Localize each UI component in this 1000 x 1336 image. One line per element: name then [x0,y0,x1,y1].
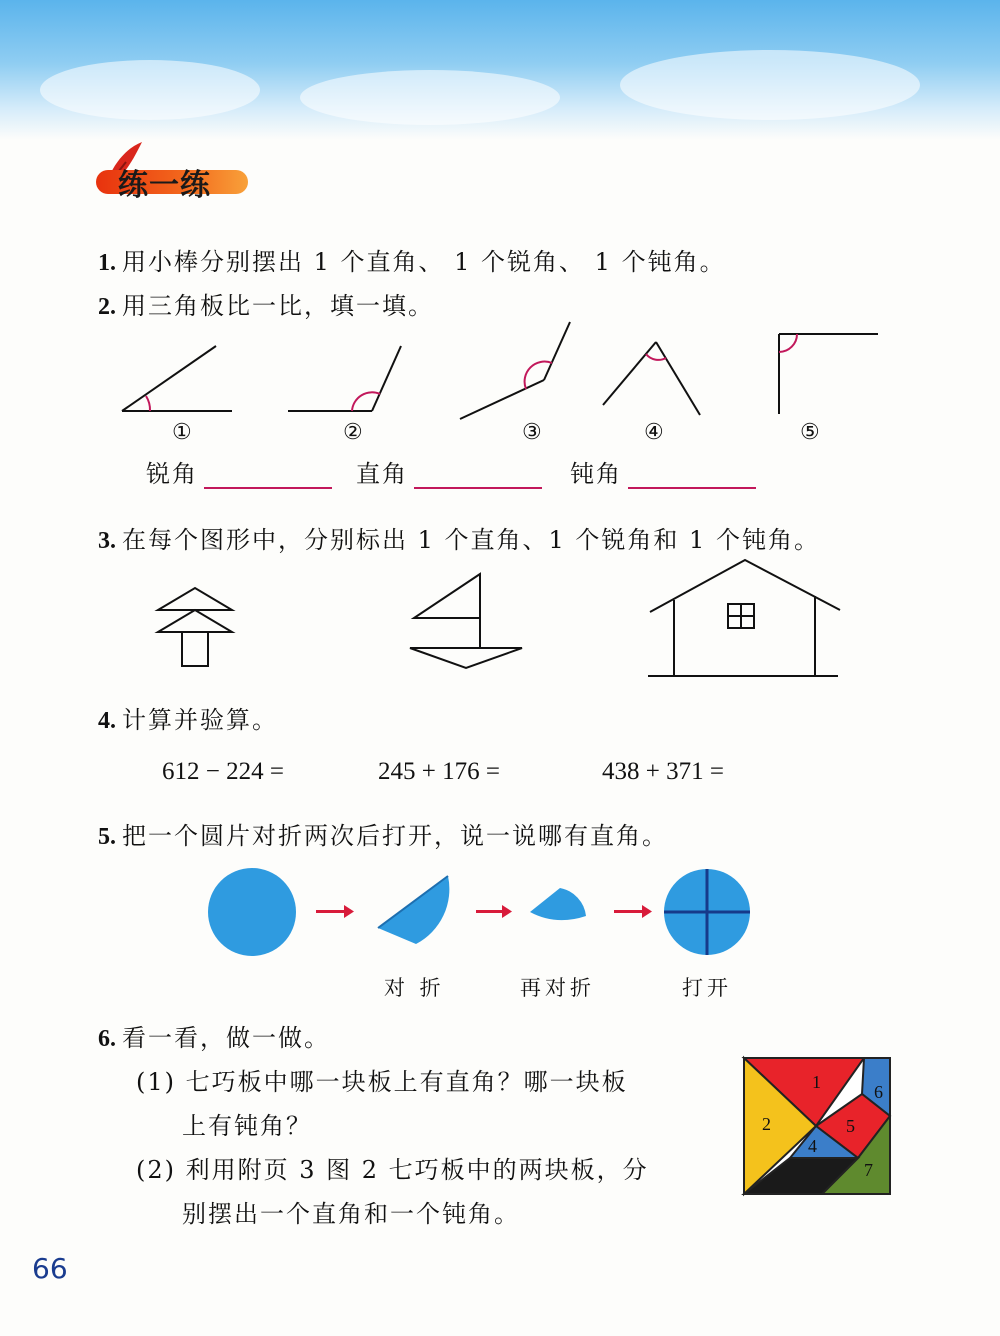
fill-right [356,454,542,489]
question-text: 用三角板比一比，填一填。 [122,292,434,320]
answer-blank[interactable] [628,461,756,489]
tree-shape [158,588,232,666]
folded-half-disc [378,876,449,944]
question-text: 在每个图形中，分别标出 1 个直角、1 个锐角和 1 个钝角。 [122,526,820,554]
section-title: 练一练 [118,168,211,203]
house-shape [648,560,840,676]
question-number: 2. [98,294,116,320]
unfolded-disc [664,869,750,955]
caption-open: 打开 [682,976,732,1000]
subquestion-2: (2) 利用附页 3 图 2 七巧板中的两块板，分 [136,1156,649,1184]
angle-label: ② [343,420,363,445]
caption-fold: 对 折 [384,976,445,1000]
caption-fold-again: 再对折 [520,976,595,1000]
subquestion-1-cont: 上有钝角？ [182,1112,312,1140]
question-number: 3. [98,528,116,554]
question-text: 计算并验算。 [122,706,278,734]
page-number: 66 [32,1252,68,1285]
question-text: 把一个圆片对折两次后打开，说一说哪有直角。 [122,822,668,850]
sailboat-shape [410,574,522,668]
tangram-number: 4 [808,1136,817,1156]
question-text: 看一看，做一做。 [122,1024,330,1052]
calc-problem: 612 − 224 = [162,758,284,785]
angle-label: ⑤ [800,420,820,445]
angle-5-figure [779,334,878,414]
angle-2-figure [288,346,401,411]
fill-acute [146,454,332,489]
tangram-number: 7 [864,1160,873,1180]
arrow-icon [476,905,512,918]
paper-disc [208,868,296,956]
angle-label: ① [172,420,192,445]
angle-1-figure [122,346,232,411]
arrow-icon [614,905,652,918]
angle-4-figure [603,342,700,415]
subquestion-1: (1) 七巧板中哪一块板上有直角？哪一块板 [136,1068,628,1096]
fill-label: 钝角 [570,460,622,488]
fill-obtuse [570,454,756,489]
fill-label: 锐角 [146,460,198,488]
question-number: 6. [98,1026,116,1052]
arrow-icon [316,905,354,918]
angle-3-figure [460,322,570,419]
answer-blank[interactable] [414,461,542,489]
tangram-number: 1 [812,1072,821,1092]
question-6 [98,1018,330,1053]
question-number: 4. [98,708,116,734]
calc-problem: 245 + 176 = [378,758,500,785]
calc-problem: 438 + 371 = [602,758,724,785]
question-3 [98,520,820,555]
tangram-number: 5 [846,1116,855,1136]
question-number: 1. [98,250,116,276]
folded-quarter-disc [530,888,586,920]
answer-blank[interactable] [204,461,332,489]
fill-label: 直角 [356,460,408,488]
subquestion-2-cont: 别摆出一个直角和一个钝角。 [182,1200,520,1228]
angle-label: ④ [644,420,664,445]
tangram-number: 2 [762,1114,771,1134]
angle-label: ③ [522,420,542,445]
question-5 [98,816,668,851]
tangram-number: 6 [874,1082,883,1102]
question-4 [98,700,278,735]
question-text: 用小棒分别摆出 1 个直角、 1 个锐角、 1 个钝角。 [122,248,726,276]
question-number: 5. [98,824,116,850]
